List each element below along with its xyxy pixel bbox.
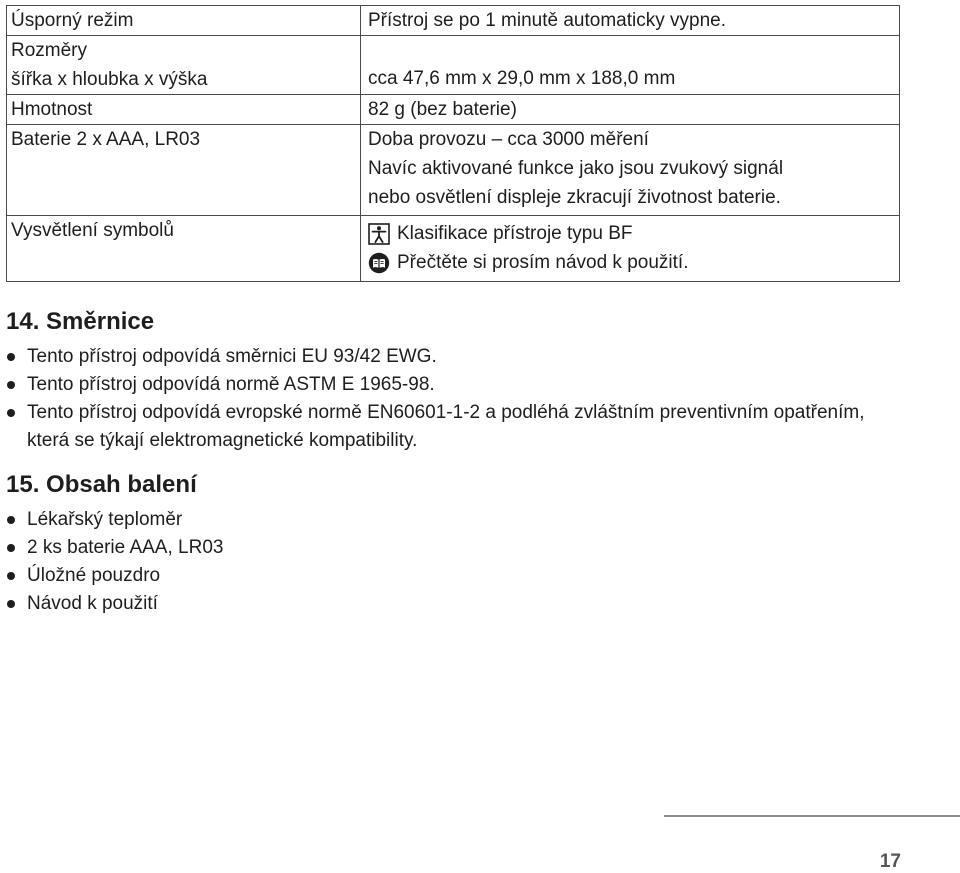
spec-value [361, 6, 900, 36]
footer-divider [664, 815, 960, 817]
list-item [6, 506, 906, 534]
symbol-line-bf [368, 219, 895, 248]
specifications-table [6, 5, 900, 282]
spec-label-text: Rozměry [11, 40, 88, 61]
list-item [6, 590, 906, 618]
spec-value-text: Navíc aktivované funkce jako jsou zvukový signál [368, 158, 784, 179]
spec-value-text: Doba provozu – cca 3000 měření [368, 129, 649, 150]
package-contents-list [6, 506, 906, 618]
list-item-text: 2 ks baterie AAA, LR03 [27, 537, 224, 558]
bullet-icon [7, 600, 15, 608]
spec-value [361, 125, 900, 216]
spec-label-text: Hmotnost [11, 99, 93, 120]
spec-value-text: Přístroj se po 1 minutě automaticky vypne. [368, 10, 726, 31]
spec-label-text: Baterie 2 x AAA, LR03 [11, 129, 201, 150]
spec-value [361, 95, 900, 125]
spec-label [7, 216, 361, 282]
list-item-text: Úložné pouzdro [27, 565, 161, 586]
bullet-icon [7, 381, 15, 389]
spec-label-text: šířka x hloubka x výška [11, 69, 208, 90]
spec-value-text: 82 g (bez baterie) [368, 99, 517, 120]
directives-list [6, 343, 906, 455]
symbol-text: Přečtěte si prosím návod k použití. [397, 252, 689, 273]
spec-value-text: cca 47,6 mm x 29,0 mm x 188,0 mm [368, 68, 676, 89]
spec-row-dimensions [7, 36, 900, 95]
spec-label-text: Vysvětlení symbolů [11, 220, 174, 241]
bullet-icon [7, 516, 15, 524]
list-item [6, 562, 906, 590]
spec-value [361, 36, 900, 95]
list-item-text: Tento přístroj odpovídá směrnici EU 93/42 EWG. [27, 346, 437, 367]
symbol-line-read-instructions [368, 248, 895, 277]
list-item-text: Tento přístroj odpovídá evropské normě EN60601-1-2 a podléhá zvláštním preventivním opatřením, která se týkají elektromagnetické kompatibility. [27, 402, 865, 451]
bullet-icon [7, 353, 15, 361]
list-item [6, 399, 906, 455]
bullet-icon [7, 409, 15, 417]
list-item [6, 343, 906, 371]
section-heading-package-contents: 15. Obsah balení [6, 471, 197, 498]
symbol-text: Klasifikace přístroje typu BF [397, 223, 633, 244]
spec-value [361, 216, 900, 282]
spec-value-text: nebo osvětlení displeje zkracují životnost baterie. [368, 187, 781, 208]
spec-row-power-saving [7, 6, 900, 36]
spec-label-text: Úsporný režim [11, 10, 134, 31]
section-heading-directives: 14. Směrnice [6, 308, 155, 335]
spec-label [7, 125, 361, 216]
bf-applied-part-icon [368, 223, 390, 245]
list-item-text: Návod k použití [27, 593, 158, 614]
read-instructions-icon [368, 252, 390, 274]
spec-row-batteries [7, 125, 900, 216]
list-item [6, 371, 906, 399]
spec-label [7, 6, 361, 36]
list-item-text: Lékařský teploměr [27, 509, 183, 530]
spec-row-symbols [7, 216, 900, 282]
bullet-icon [7, 572, 15, 580]
spec-label [7, 95, 361, 125]
spec-row-weight [7, 95, 900, 125]
bullet-icon [7, 544, 15, 552]
list-item-text: Tento přístroj odpovídá normě ASTM E 1965-98. [27, 374, 435, 395]
list-item [6, 534, 906, 562]
page-number: 17 [879, 851, 901, 872]
spec-label [7, 36, 361, 95]
